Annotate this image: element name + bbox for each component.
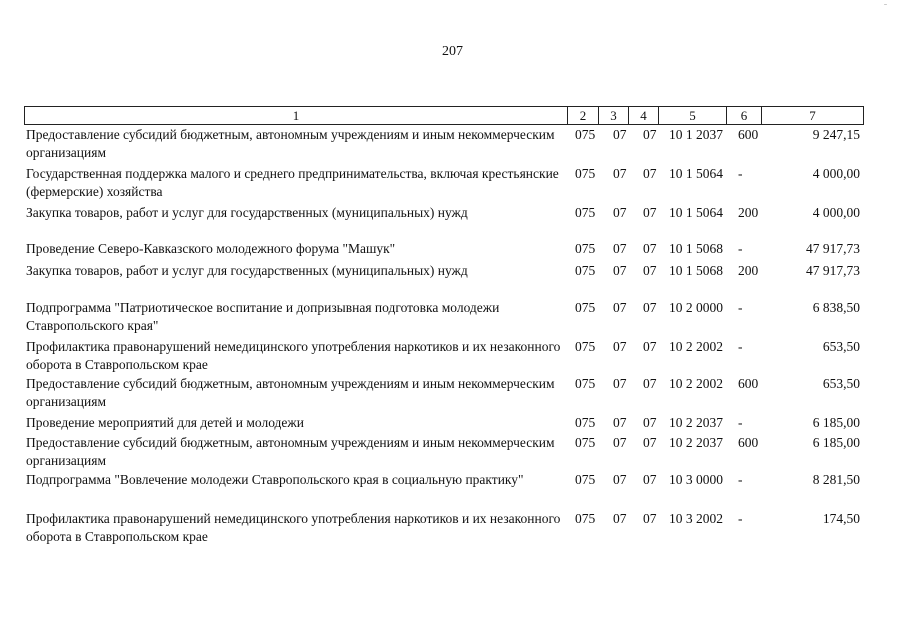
row-col-7: 6 838,50 <box>812 300 860 315</box>
row-col-7: 4 000,00 <box>812 205 860 220</box>
row-col-6: - <box>738 339 743 354</box>
row-col-3: 07 <box>613 241 627 256</box>
row-col-3: 07 <box>613 339 627 354</box>
row-description: Предоставление субсидий бюджетным, автономным учреждениям и иным некоммерческим организациям <box>26 435 555 468</box>
row-col-4: 07 <box>643 435 657 450</box>
row-col-7: 6 185,00 <box>812 435 860 450</box>
row-col-2: 075 <box>575 205 596 220</box>
row-col-6: - <box>738 472 743 487</box>
row-col-7: 174,50 <box>822 511 860 526</box>
row-col-4: 07 <box>643 511 657 526</box>
row-col-6: - <box>738 511 743 526</box>
row-col-6: - <box>738 300 743 315</box>
scan-mark-icon: ˉ <box>884 2 887 12</box>
row-col-7: 47 917,73 <box>806 263 860 278</box>
row-col-6: 200 <box>738 205 759 220</box>
row-description: Проведение Северо-Кавказского молодежного форума "Машук" <box>26 241 396 256</box>
header-col-1: 1 <box>25 107 568 124</box>
row-col-3: 07 <box>613 415 627 430</box>
row-col-7: 4 000,00 <box>812 166 860 181</box>
row-col-4: 07 <box>643 472 657 487</box>
row-col-5: 10 3 0000 <box>669 472 723 487</box>
row-description: Профилактика правонарушений немедицинского употребления наркотиков и их незаконного оборота в Ставропольском крае <box>26 511 561 544</box>
row-description: Предоставление субсидий бюджетным, автономным учреждениям и иным некоммерческим организациям <box>26 376 555 409</box>
row-col-5: 10 2 2002 <box>669 339 723 354</box>
header-col-6: 6 <box>727 107 762 124</box>
header-col-4: 4 <box>629 107 659 124</box>
row-col-2: 075 <box>575 166 596 181</box>
row-col-3: 07 <box>613 300 627 315</box>
row-col-5: 10 1 5068 <box>669 241 723 256</box>
row-col-5: 10 3 2002 <box>669 511 723 526</box>
row-col-6: 600 <box>738 435 759 450</box>
row-col-7: 653,50 <box>822 339 860 354</box>
header-col-2: 2 <box>568 107 599 124</box>
row-col-7: 8 281,50 <box>812 472 860 487</box>
row-col-6: 200 <box>738 263 759 278</box>
row-col-3: 07 <box>613 263 627 278</box>
row-description: Проведение мероприятий для детей и молодежи <box>26 415 304 430</box>
row-col-2: 075 <box>575 472 596 487</box>
row-col-5: 10 2 2002 <box>669 376 723 391</box>
row-col-5: 10 1 5068 <box>669 263 723 278</box>
row-col-2: 075 <box>575 339 596 354</box>
row-description: Предоставление субсидий бюджетным, автономным учреждениям и иным некоммерческим организациям <box>26 127 555 160</box>
header-col-5: 5 <box>659 107 727 124</box>
row-col-2: 075 <box>575 435 596 450</box>
row-description: Подпрограмма "Вовлечение молодежи Ставропольского края в социальную практику" <box>26 472 524 487</box>
header-col-7: 7 <box>809 108 816 123</box>
row-col-5: 10 1 5064 <box>669 205 723 220</box>
row-description: Закупка товаров, работ и услуг для государственных (муниципальных) нужд <box>26 205 468 220</box>
row-description: Профилактика правонарушений немедицинского употребления наркотиков и их незаконного оборота в Ставропольском крае <box>26 339 561 372</box>
row-col-3: 07 <box>613 435 627 450</box>
row-col-5: 10 2 2037 <box>669 415 723 430</box>
row-col-4: 07 <box>643 127 657 142</box>
row-col-3: 07 <box>613 472 627 487</box>
row-description: Государственная поддержка малого и среднего предпринимательства, включая крестьянские (фермерские) хозяйства <box>26 166 559 199</box>
row-col-4: 07 <box>643 300 657 315</box>
row-col-7: 653,50 <box>822 376 860 391</box>
page-number: 207 <box>442 44 463 59</box>
row-col-4: 07 <box>643 166 657 181</box>
row-col-2: 075 <box>575 376 596 391</box>
row-col-2: 075 <box>575 241 596 256</box>
row-col-4: 07 <box>643 339 657 354</box>
row-col-4: 07 <box>643 263 657 278</box>
table-header <box>24 106 864 125</box>
row-col-2: 075 <box>575 415 596 430</box>
row-col-3: 07 <box>613 166 627 181</box>
row-col-5: 10 1 5064 <box>669 166 723 181</box>
row-col-5: 10 1 2037 <box>669 127 723 142</box>
row-col-6: - <box>738 415 743 430</box>
row-col-7: 6 185,00 <box>812 415 860 430</box>
row-col-2: 075 <box>575 127 596 142</box>
row-col-6: 600 <box>738 127 759 142</box>
row-col-2: 075 <box>575 263 596 278</box>
row-col-3: 07 <box>613 205 627 220</box>
row-col-7: 47 917,73 <box>806 241 860 256</box>
row-col-4: 07 <box>643 376 657 391</box>
row-col-2: 075 <box>575 511 596 526</box>
row-col-3: 07 <box>613 127 627 142</box>
row-col-5: 10 2 2037 <box>669 435 723 450</box>
row-col-4: 07 <box>643 415 657 430</box>
row-col-6: - <box>738 166 743 181</box>
row-col-7: 9 247,15 <box>812 127 860 142</box>
row-col-2: 075 <box>575 300 596 315</box>
row-col-3: 07 <box>613 511 627 526</box>
row-col-6: - <box>738 241 743 256</box>
row-col-4: 07 <box>643 205 657 220</box>
row-col-3: 07 <box>613 376 627 391</box>
row-description: Подпрограмма "Патриотическое воспитание и допризывная подготовка молодежи Ставропольского края" <box>26 300 500 333</box>
row-col-4: 07 <box>643 241 657 256</box>
header-col-3: 3 <box>599 107 629 124</box>
row-description: Закупка товаров, работ и услуг для государственных (муниципальных) нужд <box>26 263 468 278</box>
row-col-6: 600 <box>738 376 759 391</box>
row-col-5: 10 2 0000 <box>669 300 723 315</box>
